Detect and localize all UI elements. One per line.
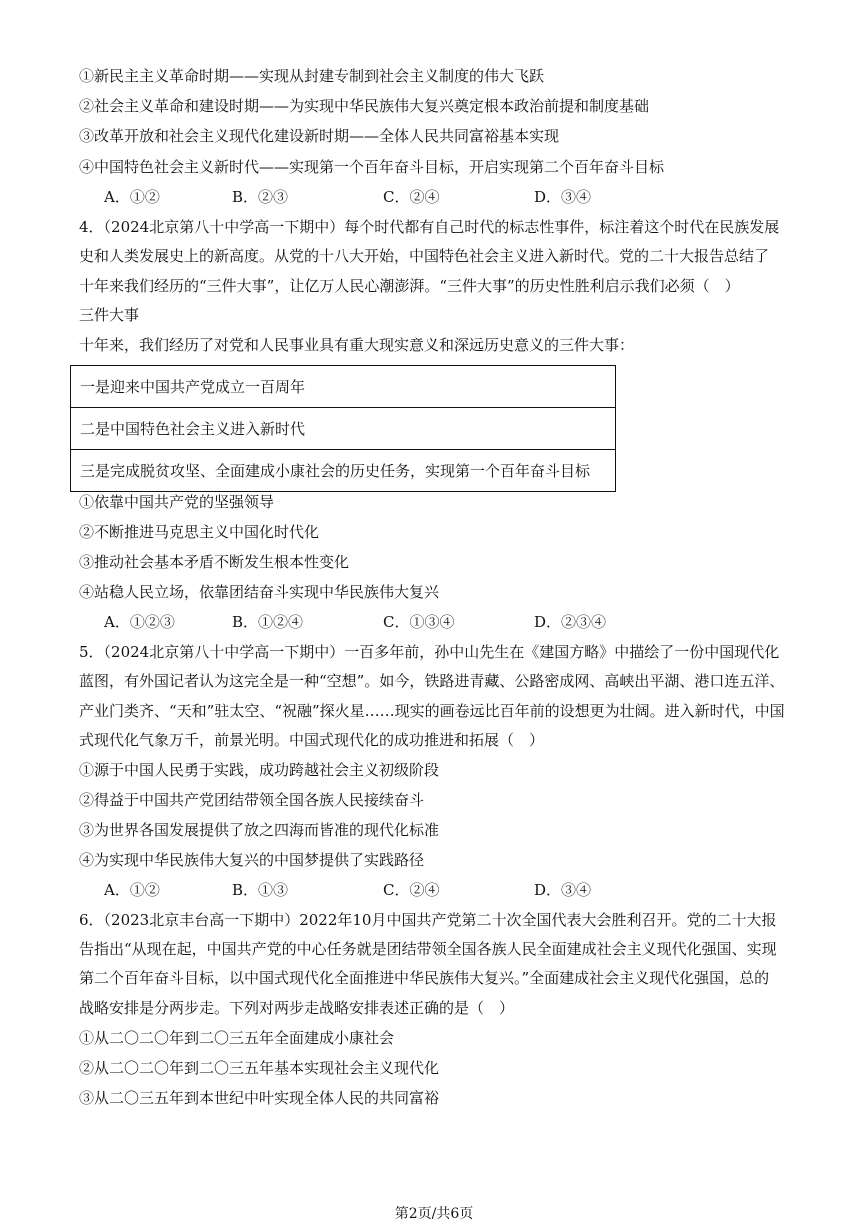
table-row [71, 450, 616, 492]
q3-option-c: C．②④ [383, 188, 440, 206]
q4-box-intro: 十年来，我们经历了对党和人民事业具有重大现实意义和深远历史意义的三件大事： [79, 336, 635, 354]
table-row [71, 408, 616, 450]
q5-item-1: ①源于中国人民勇于实践，成功跨越社会主义初级阶段 [79, 761, 440, 779]
q6-item-1: ①从二〇二〇年到二〇三五年全面建成小康社会 [79, 1029, 395, 1047]
q4-option-c: C．①③④ [383, 613, 455, 631]
table-row [71, 366, 616, 408]
q6-stem-line-4: 战略安排是分两步走。下列对两步走战略安排表述正确的是（ ） [79, 999, 515, 1017]
q5-stem-line-1: 5．（2024北京第八十中学高一下期中）一百多年前，孙中山先生在《建国方略》中描绘了一份中国现代化 [79, 643, 780, 661]
q3-item-4: ④中国特色社会主义新时代——实现第一个百年奋斗目标，开启实现第二个百年奋斗目标 [79, 158, 665, 176]
q3-item-1: ①新民主主义革命时期——实现从封建专制到社会主义制度的伟大飞跃 [79, 67, 545, 85]
q4-item-2: ②不断推进马克思主义中国化时代化 [79, 523, 320, 541]
q5-item-2: ②得益于中国共产党团结带领全国各族人民接续奋斗 [79, 791, 425, 809]
q6-item-2: ②从二〇二〇年到二〇三五年基本实现社会主义现代化 [79, 1059, 440, 1077]
q5-stem-line-3: 产业门类齐、“天和”驻太空、“祝融”探火星……现实的画卷远比百年前的设想更为壮阔。进入新时代，中国 [79, 702, 785, 720]
q6-stem-line-3: 第二个百年奋斗目标，以中国式现代化全面推进中华民族伟大复兴。”全面建成社会主义现代化强国，总的 [79, 969, 770, 987]
q4-item-3: ③推动社会基本矛盾不断发生根本性变化 [79, 553, 350, 571]
q3-option-a: A．①② [104, 188, 160, 206]
q4-stem-line-2: 史和人类发展史上的新高度。从党的十八大开始，中国特色社会主义进入新时代。党的二十大报告总结了 [79, 247, 770, 265]
q5-options [104, 880, 591, 900]
q4-box-title: 三件大事 [79, 306, 140, 324]
table-cell: 三是完成脱贫攻坚、全面建成小康社会的历史任务，实现第一个百年奋斗目标 [71, 450, 616, 492]
q4-item-1: ①依靠中国共产党的坚强领导 [79, 493, 275, 511]
q6-stem-line-1: 6．（2023北京丰台高一下期中）2022年10月中国共产党第二十次全国代表大会胜利召开。党的二十大报 [79, 911, 777, 929]
q4-stem-line-3: 十年来我们经历的“三件大事”，让亿万人民心潮澎湃。“三件大事”的历史性胜利启示我们必须（ ） [79, 277, 740, 295]
q3-option-b: B．②③ [232, 188, 289, 206]
page-number: 第2页/共6页 [394, 1206, 474, 1222]
table-cell: 一是迎来中国共产党成立一百周年 [71, 366, 616, 408]
q5-option-c: C．②④ [383, 881, 440, 899]
q5-stem-line-4: 式现代化气象万千，前景光明。中国式现代化的成功推进和拓展（ ） [79, 731, 545, 749]
q5-option-b: B．①③ [232, 881, 289, 899]
q4-option-d: D．②③④ [534, 613, 607, 631]
q3-item-3: ③改革开放和社会主义现代化建设新时期——全体人民共同富裕基本实现 [79, 127, 560, 145]
q5-option-d: D．③④ [534, 881, 592, 899]
q6-item-3: ③从二〇三五年到本世纪中叶实现全体人民的共同富裕 [79, 1089, 440, 1107]
q4-item-4: ④站稳人民立场，依靠团结奋斗实现中华民族伟大复兴 [79, 583, 440, 601]
q4-option-a: A．①②③ [104, 613, 175, 631]
q3-option-d: D．③④ [534, 188, 592, 206]
q4-option-b: B．①②④ [232, 613, 304, 631]
q5-item-3: ③为世界各国发展提供了放之四海而皆准的现代化标准 [79, 821, 440, 839]
q6-stem-line-2: 告指出“从现在起，中国共产党的中心任务就是团结带领全国各族人民全面建成社会主义现代化强国、实现 [79, 940, 777, 958]
q4-stem-line-1: 4．（2024北京第八十中学高一下期中）每个时代都有自己时代的标志性事件，标注着这个时代在民族发展 [79, 218, 780, 236]
q5-item-4: ④为实现中华民族伟大复兴的中国梦提供了实践路径 [79, 851, 425, 869]
table-cell: 二是中国特色社会主义进入新时代 [71, 408, 616, 450]
q5-option-a: A．①② [104, 881, 160, 899]
q4-options [104, 612, 606, 632]
q3-item-2: ②社会主义革命和建设时期——为实现中华民族伟大复兴奠定根本政治前提和制度基础 [79, 97, 650, 115]
q3-options [104, 187, 591, 207]
q5-stem-line-2: 蓝图，有外国记者认为这完全是一种“空想”。如今，铁路进青藏、公路密成网、高峡出平湖、港口连五洋、 [79, 672, 785, 690]
q4-events-table [70, 365, 616, 492]
